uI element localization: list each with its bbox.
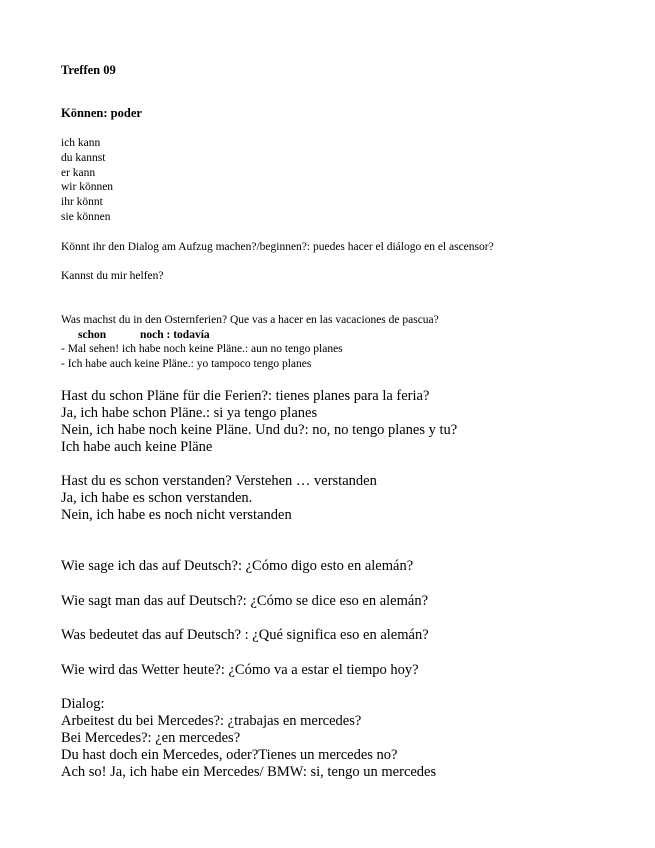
document-title: Treffen 09 (61, 63, 116, 77)
conjugation-line: du kannst (61, 152, 106, 164)
conjugation-line: wir können (61, 181, 114, 193)
vocab-noch: noch : todavía (140, 329, 210, 341)
vocab-pair (78, 330, 210, 342)
example-line: - Ich habe auch keine Pläne.: yo tampoco tengo planes (61, 358, 312, 370)
understood-line: Ja, ich habe es schon verstanden. (61, 490, 253, 506)
question-line: Wie wird das Wetter heute?: ¿Cómo va a estar el tiempo hoy? (61, 662, 419, 678)
conjugation-line: er kann (61, 167, 96, 179)
question-line: Wie sage ich das auf Deutsch?: ¿Cómo digo esto en alemán? (61, 558, 414, 574)
vocab-schon: schon (78, 329, 107, 341)
sentence-line: Was machst du in den Osternferien? Que vas a hacer en las vacaciones de pascua? (61, 314, 439, 326)
dialog-heading: Dialog: (61, 696, 105, 712)
plans-line: Ja, ich habe schon Pläne.: si ya tengo planes (61, 405, 318, 421)
question-line: Wie sagt man das auf Deutsch?: ¿Cómo se dice eso en alemán? (61, 593, 429, 609)
conjugation-line: ihr könnt (61, 196, 103, 208)
conjugation-line: sie können (61, 211, 111, 223)
dialog-line: Ach so! Ja, ich habe ein Mercedes/ BMW: si, tengo un mercedes (61, 764, 437, 780)
plans-line: Hast du schon Pläne für die Ferien?: tienes planes para la feria? (61, 388, 430, 404)
dialog-line: Du hast doch ein Mercedes, oder?Tienes un mercedes no? (61, 747, 398, 763)
sentence-line: Könnt ihr den Dialog am Aufzug machen?/beginnen?: puedes hacer el diálogo en el ascensor? (61, 241, 494, 253)
understood-line: Hast du es schon verstanden? Verstehen … verstanden (61, 473, 377, 489)
understood-line: Nein, ich habe es noch nicht verstanden (61, 507, 292, 523)
question-line: Was bedeutet das auf Deutsch? : ¿Qué significa eso en alemán? (61, 627, 429, 643)
dialog-line: Bei Mercedes?: ¿en mercedes? (61, 730, 241, 746)
section-heading: Können: poder (61, 106, 142, 120)
conjugation-line: ich kann (61, 137, 101, 149)
sentence-line: Kannst du mir helfen? (61, 270, 164, 282)
plans-line: Nein, ich habe noch keine Pläne. Und du?: no, no tengo planes y tu? (61, 422, 458, 438)
dialog-line: Arbeitest du bei Mercedes?: ¿trabajas en mercedes? (61, 713, 362, 729)
plans-line: Ich habe auch keine Pläne (61, 439, 213, 455)
example-line: - Mal sehen! ich habe noch keine Pläne.: aun no tengo planes (61, 343, 343, 355)
